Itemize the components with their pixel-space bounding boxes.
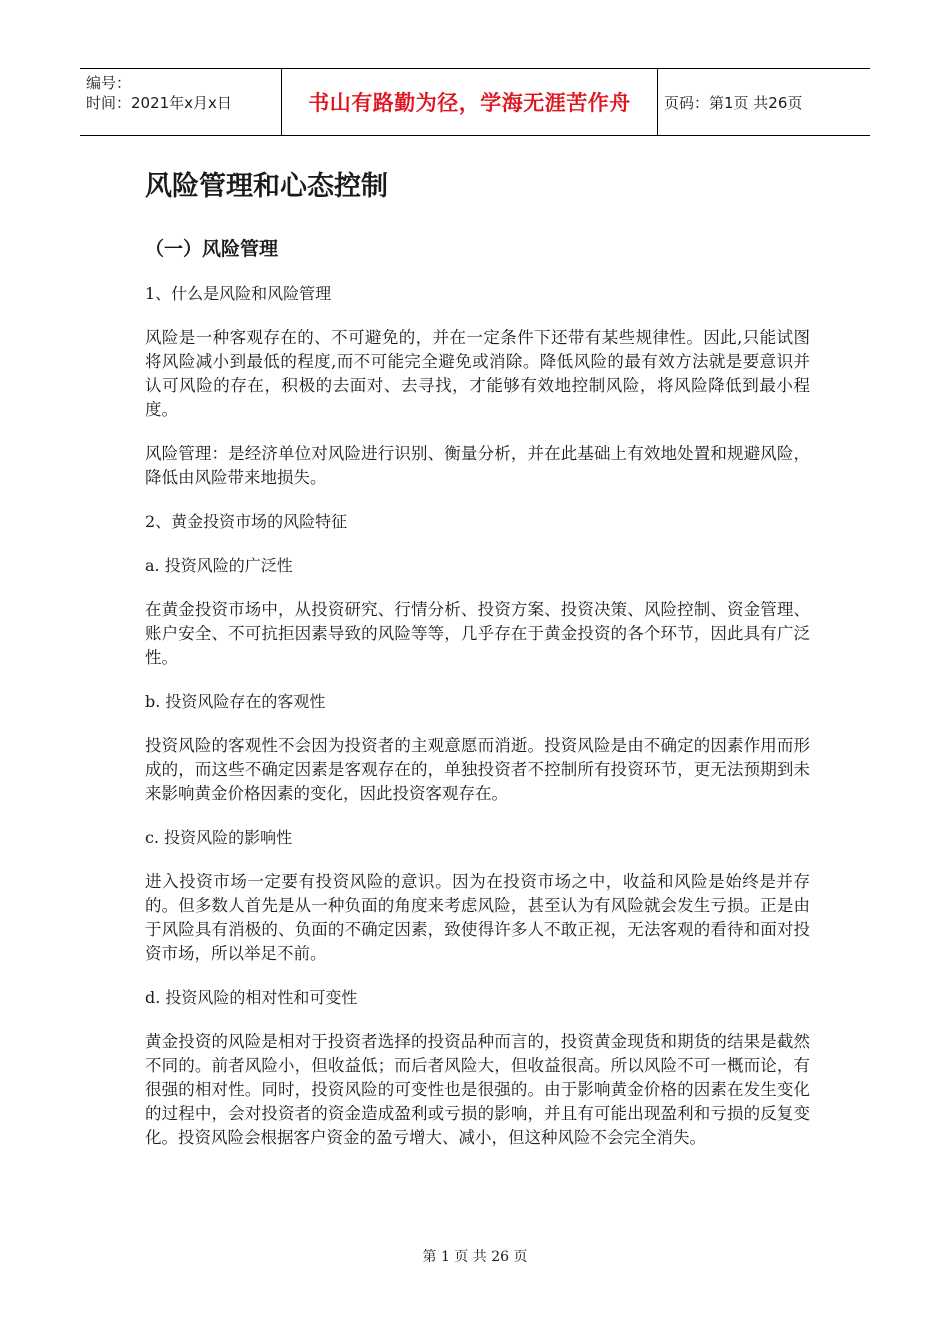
document-time-label: 时间：2021年x月x日 [86, 94, 232, 112]
list-item-heading: c. 投资风险的影响性 [145, 828, 293, 847]
paragraph: 进入投资市场一定要有投资风险的意识。因为在投资市场之中，收益和风险是始终是并存的。但多数人首先是从一种负面的角度来考虑风险，甚至认为有风险就会发生亏损。正是由于风险具有消极的、负面的不确定因素，致使得许多人不敢正视，无法客观的看待和面对投资市场，所以举足不前。 [145, 872, 810, 963]
list-item-heading: d. 投资风险的相对性和可变性 [145, 988, 358, 1007]
header-meta-cell [80, 69, 282, 135]
header-motto: 书山有路勤为径，学海无涯苦作舟 [282, 69, 658, 135]
paragraph: 投资风险的客观性不会因为投资者的主观意愿而消逝。投资风险是由不确定的因素作用而形成的，而这些不确定因素是客观存在的，单独投资者不控制所有投资环节，更无法预期到未来影响黄金价格因素的变化，因此投资客观存在。 [145, 736, 810, 803]
document-header [80, 68, 870, 136]
list-item-heading: 1、什么是风险和风险管理 [145, 284, 332, 303]
paragraph: 在黄金投资市场中，从投资研究、行情分析、投资方案、投资决策、风险控制、资金管理、账户安全、不可抗拒因素导致的风险等等，几乎存在于黄金投资的各个环节，因此具有广泛性。 [145, 600, 810, 667]
paragraph: 风险管理：是经济单位对风险进行识别、衡量分析，并在此基础上有效地处置和规避风险，降低由风险带来地损失。 [145, 444, 810, 487]
header-page-code: 页码：第1页 共26页 [664, 93, 803, 112]
section-title: （一）风险管理 [145, 238, 279, 260]
paragraph: 风险是一种客观存在的、不可避免的，并在一定条件下还带有某些规律性。因此,只能试图将风险减小到最低的程度,而不可能完全避免或消除。降低风险的最有效方法就是要意识并认可风险的存在，积极的去面对、去寻找，才能够有效地控制风险，将风险降低到最小程度。 [145, 328, 810, 419]
list-item-heading: 2、黄金投资市场的风险特征 [145, 512, 348, 531]
paragraph: 黄金投资的风险是相对于投资者选择的投资品种而言的，投资黄金现货和期货的结果是截然不同的。前者风险小，但收益低；而后者风险大，但收益很高。所以风险不可一概而论，有很强的相对性。同时，投资风险的可变性也是很强的。由于影响黄金价格的因素在发生变化的过程中，会对投资者的资金造成盈利或亏损的影响，并且有可能出现盈利和亏损的反复变化。投资风险会根据客户资金的盈亏增大、减小，但这种风险不会完全消失。 [145, 1032, 810, 1147]
document-body [145, 160, 810, 1150]
list-item-heading: a. 投资风险的广泛性 [145, 556, 293, 575]
list-item-heading: b. 投资风险存在的客观性 [145, 692, 326, 711]
document-title: 风险管理和心态控制 [145, 171, 388, 202]
document-number-label: 编号： [86, 74, 132, 92]
page-footer: 第 1 页 共 26 页 [422, 1249, 528, 1265]
